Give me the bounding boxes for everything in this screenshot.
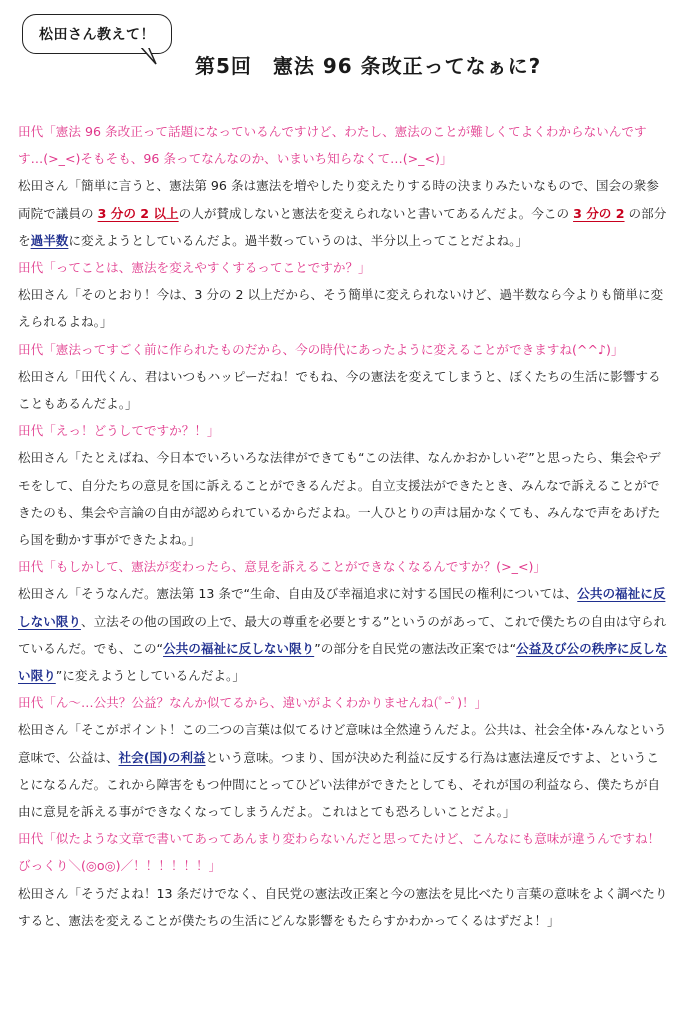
- matsuda-line-4: 松田さん「たとえばね、今日本でいろいろな法律ができても“この法律、なんかおかしいぞ”と思ったら、集会やデモをして、自分たちの意見を国に訴えることができるんだよ。自立支援法ができたとき、みんなで訴えることができたのも、集会や言論の自由が認められているからだよね。一人ひとりの声は届かなくても、みんなで声をあげたら国を動かす事ができたよね。」: [18, 450, 661, 548]
- text-segment: 、立法その他の国政の上で、最大の尊重を必要とする”というのがあって、これで僕たちの自由は守られているんだ。でも、この“: [18, 613, 667, 656]
- matsuda-line-6: [18, 716, 670, 825]
- text-segment: 松田さん「簡単に言うと、憲法第 96 条は憲法を増やしたり変えたりする時の決まりみたいなもので、国会の衆参両院で議員の: [18, 178, 659, 221]
- highlight-majority: 過半数: [30, 232, 69, 248]
- text-segment: の人が賛成しないと憲法を変えられないと書いてあるんだよ。今この: [178, 205, 574, 221]
- tashiro-line-5: 田代「もしかして、憲法が変わったら、意見を訴えることができなくなるんですか？(>_<)」: [18, 559, 547, 575]
- text-segment: ”の部分を自民党の憲法改正案では“: [314, 640, 517, 656]
- matsuda-line-2: 松田さん「そのとおり！今は、3 分の 2 以上だから、そう簡単に変えられないけど、過半数なら今よりも簡単に変えられるよね。」: [18, 287, 664, 330]
- highlight-national-interest: 社会(国)の利益: [118, 749, 206, 765]
- page-title: 第5回 憲法 96 条改正ってなぁに?: [195, 54, 542, 78]
- matsuda-line-7: 松田さん「そうだよね！13 条だけでなく、自民党の憲法改正案と今の憲法を見比べたり言葉の意味をよく調べたりすると、憲法を変えることが僕たちの生活にどんな影響をもたらすかわかってくるはずだよ！」: [18, 885, 668, 928]
- tashiro-line-1: 田代「憲法 96 条改正って話題になっているんですけど、わたし、憲法のことが難しくてよくわからないんですす…(>_<)そもそも、96 条ってなんなのか、いまいち知らなくて…(>_<)」: [18, 124, 647, 167]
- tashiro-line-3: 田代「憲法ってすごく前に作られたものだから、今の時代にあったように変えることができますね(^^♪)」: [18, 341, 624, 357]
- highlight-two-thirds: 3 分の 2: [573, 205, 625, 221]
- matsuda-line-3: 松田さん「田代くん、君はいつもハッピーだね！でもね、今の憲法を変えてしまうと、ぼくたちの生活に影響することもあるんだよ。」: [18, 368, 661, 412]
- matsuda-line-1: [18, 172, 670, 254]
- bubble-text: 松田さん教えて！: [39, 27, 155, 43]
- tashiro-line-4: 田代「えっ！どうしてですか？！」: [18, 423, 220, 439]
- speech-bubble-tail: [138, 46, 158, 66]
- text-segment: ”に変えようとしているんだよ。」: [55, 668, 245, 684]
- text-segment: 松田さん「そうなんだ。憲法第 13 条で“生命、自由及び幸福追求に対する国民の権利については、: [18, 586, 578, 602]
- dialogue-body: [18, 118, 670, 934]
- matsuda-line-5: [18, 580, 670, 689]
- highlight-public-welfare: 公共の福祉に反しない限り: [163, 640, 315, 656]
- tashiro-line-2: 田代「ってことは、憲法を変えやすくするってことですか？」: [18, 260, 371, 276]
- tashiro-line-6: 田代「ん～…公共？公益？なんか似てるから、違いがよくわかりませんね(ﾟｰﾟ)！」: [18, 695, 488, 711]
- highlight-two-thirds: 3 分の 2 以上: [97, 205, 179, 221]
- highlight-public-order: 公益及び公の秩序に反しない限り: [18, 640, 668, 684]
- text-segment: 松田さん「そこがポイント！この二つの言葉は似てるけど意味は全然違うんだよ。公共は、社会全体･みんなという意味で、公益は、: [18, 722, 667, 765]
- tashiro-line-7: 田代「似たような文章で書いてあってあんまり変わらないんだと思ってたけど、こんなにも意味が違うんですね！びっくり＼(◎o◎)／！！！！！！」: [18, 831, 661, 874]
- text-segment: の部分を: [18, 205, 667, 248]
- highlight-public-welfare: 公共の福祉に反しない限り: [18, 586, 666, 629]
- text-segment: に変えようとしているんだよ。過半数っていうのは、半分以上ってことだよね。」: [68, 232, 529, 248]
- text-segment: という意味。つまり、国が決めた利益に反する行為は憲法違反ですよ、ということになるんだ。これから障害をもつ仲間にとってひどい法律ができたとしても、それが国の利益なら、僕たちが自由に意見を訴える事ができなくなってしまうんだよ。これはとても恐ろしいことだよ。」: [18, 749, 661, 820]
